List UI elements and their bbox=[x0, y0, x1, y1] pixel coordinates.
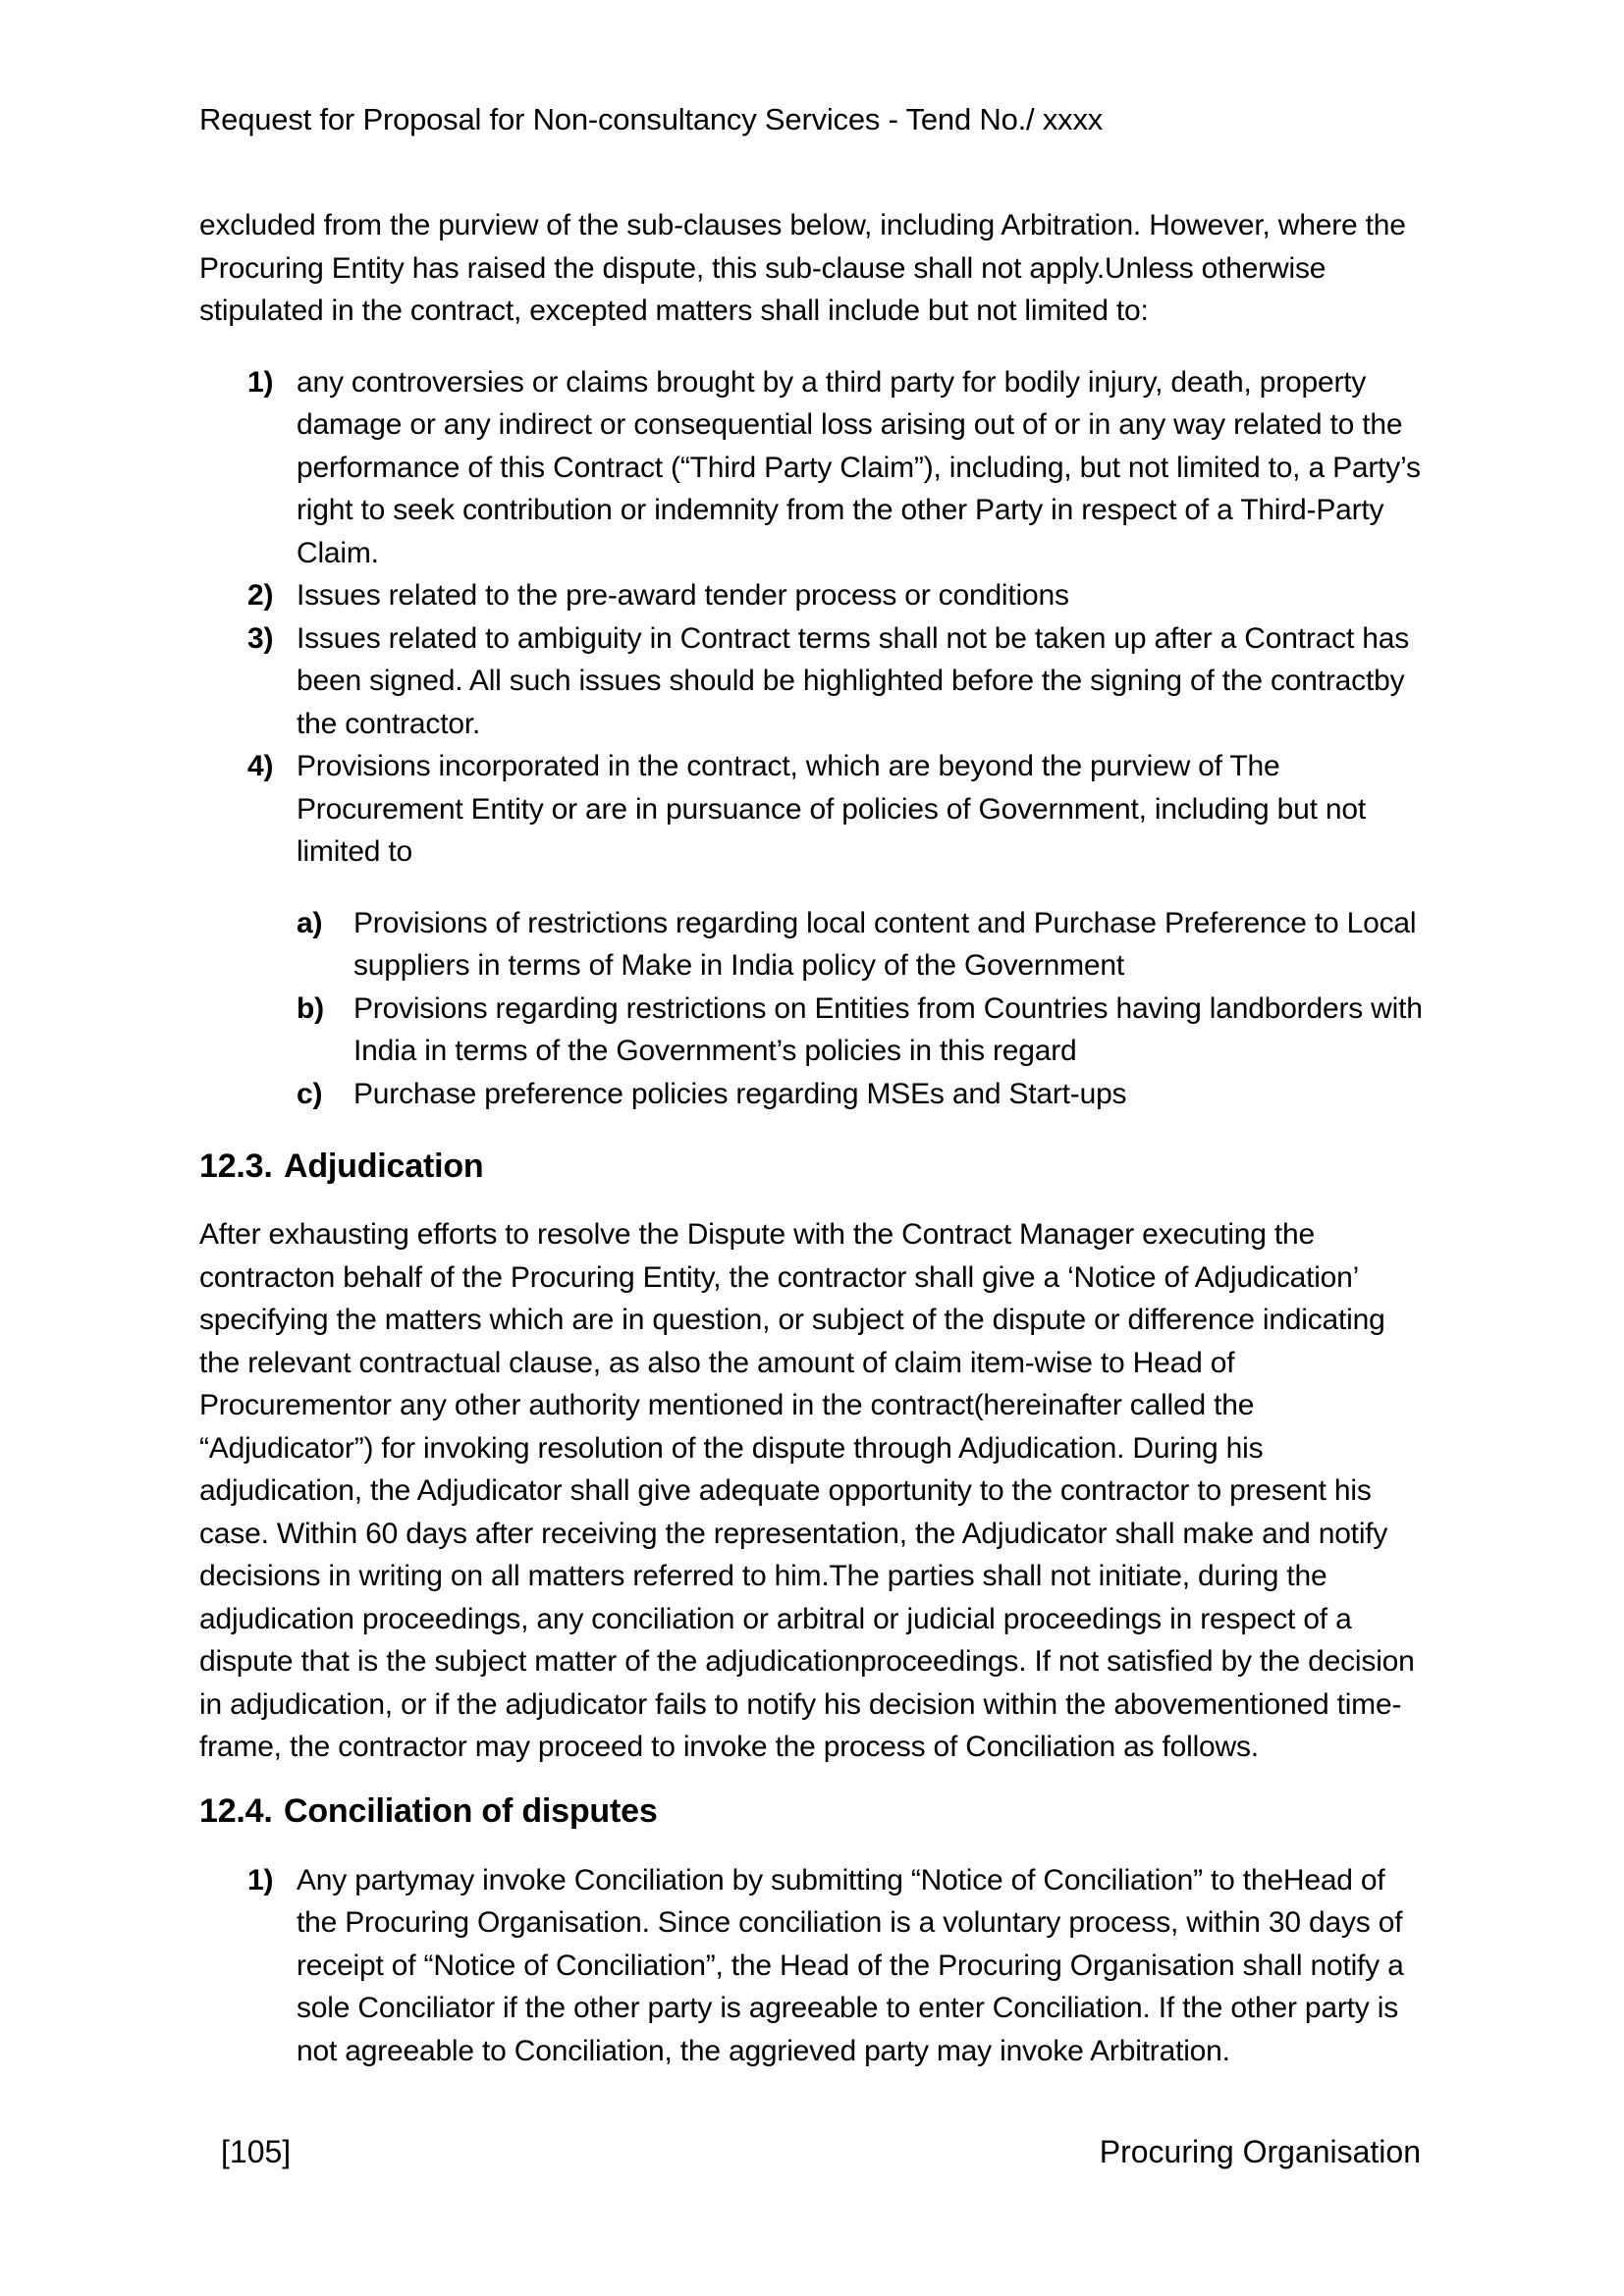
list-item-text: Provisions regarding restrictions on Entities from Countries having landborders with India in terms of the Government’s policies in this regard bbox=[353, 991, 1423, 1067]
list-item-marker: 3) bbox=[247, 621, 274, 655]
section-body-12-3: After exhausting efforts to resolve the Dispute with the Contract Manager executing the contracton behalf of the Procuring Entity, the contractor shall give a ‘Notice of Adjudication’ specifying the matters which are in question, or subject of the dispute or difference indicating the relevant contractual clause, as also the amount of claim item-wise to Head of Procurementor any other authority mentioned in the contract(hereinafter called the “Adjudicator”) for invoking resolution of the dispute through Adjudication. During his adjudication, the Adjudicator shall give adequate opportunity to the contractor to present his case. Within 60 days after receiving the representation, the Adjudicator shall make and notify decisions in writing on all matters referred to him.The parties shall not initiate, during the adjudication proceedings, any conciliation or arbitral or judicial proceedings in respect of a dispute that is the subject matter of the adjudicationproceedings. If not satisfied by the decision in adjudication, or if the adjudicator fails to notify his decision within the abovementioned time-frame, the contractor may proceed to invoke the process of Conciliation as follows. bbox=[199, 1218, 1415, 1763]
list-item-text: Any partymay invoke Conciliation by submitting “Notice of Conciliation” to theHead of the Procuring Organisation. Since conciliation is a voluntary process, within 30 days of receipt of “Notice of Conciliation”, the Head of the Procuring Organisation shall notify a sole Conciliator if the other party is agreeable to enter Conciliation. If the other party is not agreeable to Conciliation, the aggrieved party may invoke Arbitration. bbox=[297, 1863, 1404, 2067]
document-content bbox=[199, 0, 1428, 2072]
excepted-matters-list bbox=[199, 361, 1428, 1116]
intro-paragraph: excluded from the purview of the sub-clauses below, including Arbitration. However, where the Procuring Entity has raised the dispute, this sub-clause shall not apply.Unless otherwise stipulated in the contract, excepted matters shall include but not limited to: bbox=[199, 209, 1406, 327]
section-number: 12.4. bbox=[199, 1791, 273, 1830]
list-item-text: Provisions incorporated in the contract, which are beyond the purview of The Procurement Entity or are in pursuance of policies of Government, including but not limited to bbox=[297, 750, 1366, 868]
conciliation-list bbox=[199, 1859, 1428, 2073]
list-item bbox=[199, 1073, 1428, 1116]
section-title: Conciliation of disputes bbox=[284, 1791, 658, 1830]
list-item bbox=[199, 617, 1428, 746]
list-item-marker: c) bbox=[297, 1077, 323, 1110]
section-heading-12-3 bbox=[199, 1144, 1428, 1189]
list-item-marker: 4) bbox=[247, 750, 274, 782]
list-item bbox=[199, 361, 1428, 575]
list-item-marker: 1) bbox=[247, 1863, 274, 1896]
page-number: [105] bbox=[221, 2134, 292, 2169]
list-item bbox=[199, 988, 1428, 1073]
section-number: 12.3. bbox=[199, 1148, 273, 1185]
page-header: Request for Proposal for Non-consultancy Services - Tend No./ xxxx bbox=[199, 102, 1104, 136]
list-item bbox=[199, 1859, 1428, 2073]
list-item bbox=[199, 902, 1428, 988]
section-title: Adjudication bbox=[284, 1148, 484, 1185]
list-item bbox=[199, 745, 1428, 874]
list-item-text: Purchase preference policies regarding MSEs and Start-ups bbox=[353, 1077, 1127, 1110]
section-heading-12-4 bbox=[199, 1789, 1428, 1834]
list-item bbox=[199, 574, 1428, 617]
footer-org-label: Procuring Organisation bbox=[1099, 2134, 1421, 2169]
list-item-text: Issues related to ambiguity in Contract terms shall not be taken up after a Contract has been signed. All such issues should be highlighted before the signing of the contractby the contractor. bbox=[297, 621, 1409, 740]
list-item-marker: b) bbox=[297, 991, 324, 1025]
policy-sublist bbox=[199, 902, 1428, 1116]
list-item-marker: 2) bbox=[247, 579, 274, 612]
list-item-text: Provisions of restrictions regarding local content and Purchase Preference to Local suppliers in terms of Make in India policy of the Government bbox=[353, 906, 1417, 982]
list-item-marker: a) bbox=[297, 906, 323, 939]
list-item-text: Issues related to the pre-award tender process or conditions bbox=[297, 579, 1069, 612]
list-item-marker: 1) bbox=[247, 365, 274, 399]
list-item-text: any controversies or claims brought by a third party for bodily injury, death, property damage or any indirect or consequential loss arising out of or in any way related to the performance of this Contract (“Third Party Claim”), including, but not limited to, a Party’s right to seek contribution or indemnity from the other Party in respect of a Third-Party Claim. bbox=[297, 365, 1421, 569]
page-footer bbox=[221, 2132, 1421, 2171]
